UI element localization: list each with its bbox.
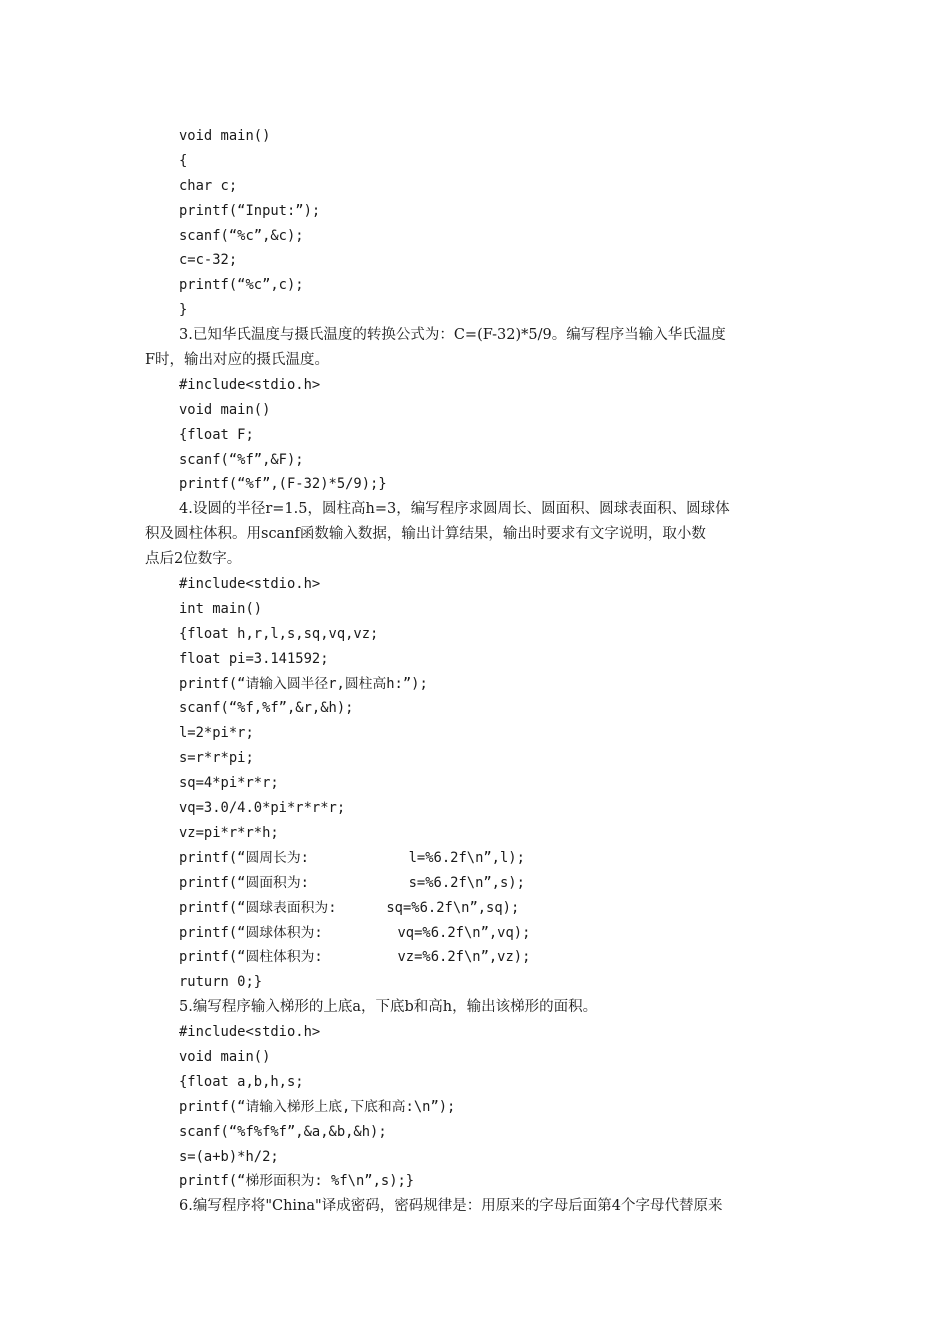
code-line: printf(“Input:”);	[179, 202, 321, 219]
code-line: scanf(“%c”,&c);	[179, 227, 304, 244]
code-line: printf(“圆球体积为: vq=%6.2f\n”,vq);	[179, 924, 531, 941]
code-line: printf(“请输入圆半径r,圆柱高h:”);	[179, 675, 428, 692]
code-line: void main()	[179, 401, 271, 418]
code-line: }	[179, 302, 188, 319]
code-line: printf(“圆柱体积为: vz=%6.2f\n”,vz);	[179, 949, 531, 966]
code-line: #include<stdio.h>	[179, 576, 321, 593]
code-line: #include<stdio.h>	[179, 1024, 321, 1041]
code-line: void main()	[179, 1048, 271, 1065]
question-text: 4.设圆的半径r=1.5，圆柱高h=3，编写程序求圆周长、圆面积、圆球表面积、圆球体	[179, 501, 730, 518]
code-line: printf(“%c”,c);	[179, 277, 304, 294]
code-line: s=(a+b)*h/2;	[179, 1148, 279, 1165]
question-text: 积及圆柱体积。用scanf函数输入数据，输出计算结果，输出时要求有文字说明，取小数	[145, 526, 706, 543]
code-line: float pi=3.141592;	[179, 650, 329, 667]
code-line: #include<stdio.h>	[179, 376, 321, 393]
code-line: void main()	[179, 128, 271, 144]
code-line: printf(“请输入梯形上底,下底和高:\n”);	[179, 1098, 456, 1115]
code-line: {float F;	[179, 426, 254, 443]
code-line: vz=pi*r*r*h;	[179, 824, 279, 841]
code-line: s=r*r*pi;	[179, 750, 254, 767]
code-line: c=c-32;	[179, 252, 238, 269]
code-line: printf(“圆球表面积为: sq=%6.2f\n”,sq);	[179, 899, 520, 916]
code-line: vq=3.0/4.0*pi*r*r*r;	[179, 800, 346, 817]
code-line: {float h,r,l,s,sq,vq,vz;	[179, 625, 379, 642]
question-text: 3.已知华氏温度与摄氏温度的转换公式为：C=(F-32)*5/9。编写程序当输入华氏温度	[179, 327, 726, 344]
code-line: scanf(“%f”,&F);	[179, 451, 304, 468]
question-text: F时，输出对应的摄氏温度。	[145, 352, 330, 369]
code-line: printf(“%f”,(F-32)*5/9);}	[179, 476, 387, 493]
code-line: printf(“梯形面积为: %f\n”,s);}	[179, 1173, 415, 1190]
code-line: scanf(“%f,%f”,&r,&h);	[179, 700, 354, 717]
question-text: 点后2位数字。	[145, 551, 242, 568]
code-line: ruturn 0;}	[179, 974, 263, 991]
code-line: l=2*pi*r;	[179, 725, 254, 742]
code-line: {	[179, 152, 188, 169]
code-line: printf(“圆周长为: l=%6.2f\n”,l);	[179, 849, 525, 866]
code-line: scanf(“%f%f%f”,&a,&b,&h);	[179, 1123, 387, 1140]
code-line: printf(“圆面积为: s=%6.2f\n”,s);	[179, 874, 525, 891]
code-line: {float a,b,h,s;	[179, 1073, 304, 1090]
code-line: char c;	[179, 177, 238, 194]
code-line: int main()	[179, 600, 263, 617]
question-text: 6.编写程序将"China"译成密码，密码规律是：用原来的字母后面第4个字母代替原来	[179, 1198, 723, 1215]
code-line: sq=4*pi*r*r;	[179, 775, 279, 792]
document-body	[145, 124, 810, 1219]
question-text: 5.编写程序输入梯形的上底a，下底b和高h，输出该梯形的面积。	[179, 999, 598, 1016]
